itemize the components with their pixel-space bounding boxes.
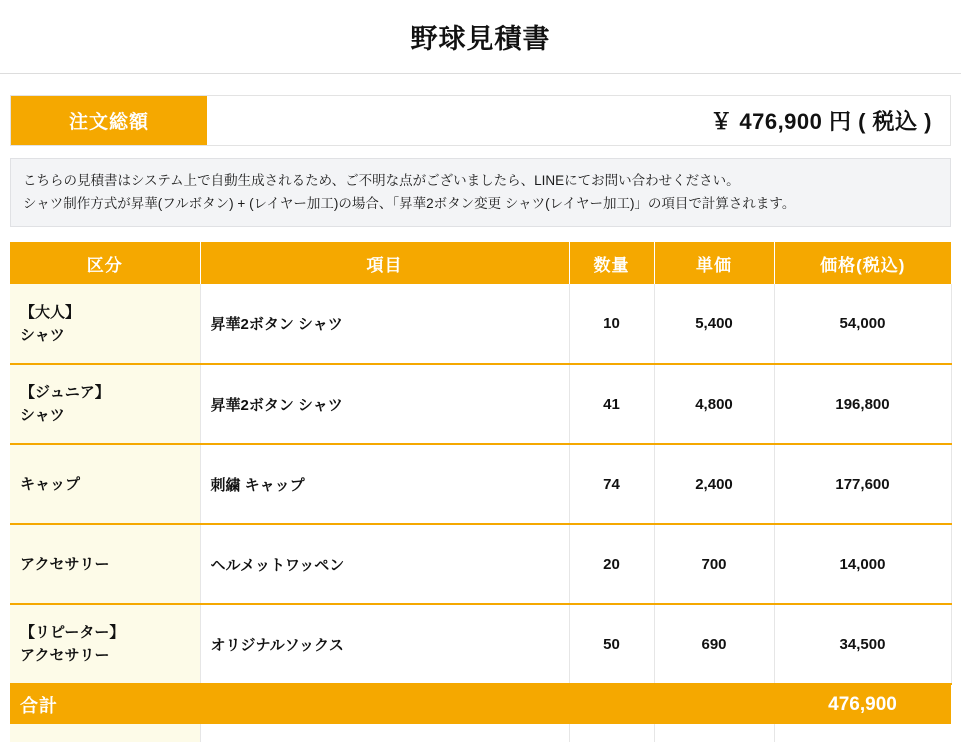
tail-cell-price [774, 724, 951, 742]
page-title: 野球見積書 [410, 24, 551, 54]
notice-line-1: こちらの見積書はシステム上で自動生成されるため、ご不明な点がございましたら、LINEにてお問い合わせください。 [23, 173, 740, 188]
cell-qty: 74 [569, 444, 654, 524]
cell-kubun [10, 604, 200, 684]
cell-price: 14,000 [774, 524, 951, 604]
notice-line-2: シャツ制作方式が昇華(フルボタン) + (レイヤー加工)の場合、「昇華2ボタン変更 シャツ(レイヤー加工)」の項目で計算されます。 [23, 196, 796, 212]
table-row [10, 284, 951, 364]
table-row [10, 364, 951, 444]
cell-kubun [10, 364, 200, 444]
kubun-line-1: 【ジュニア】 [20, 384, 110, 402]
cell-kubun [10, 524, 200, 604]
cell-unit: 4,800 [654, 364, 774, 444]
kubun-line-2: シャツ [20, 326, 65, 344]
column-header-unit: 単価 [654, 242, 774, 284]
cell-item: ヘルメットワッペン [200, 524, 569, 604]
cell-qty: 50 [569, 604, 654, 684]
cell-price: 34,500 [774, 604, 951, 684]
tail-cell-unit [654, 724, 774, 742]
cell-price: 177,600 [774, 444, 951, 524]
cell-qty: 20 [569, 524, 654, 604]
kubun-line-2: シャツ [20, 407, 65, 425]
cell-item: オリジナルソックス [200, 604, 569, 684]
table-row [10, 524, 951, 604]
cell-item: 刺繍 キャップ [200, 444, 569, 524]
cell-qty: 41 [569, 364, 654, 444]
cell-unit: 690 [654, 604, 774, 684]
table-sum-row [10, 684, 951, 724]
column-header-qty: 数量 [569, 242, 654, 284]
table-row [10, 444, 951, 524]
cell-unit: 700 [654, 524, 774, 604]
cell-qty: 10 [569, 284, 654, 364]
column-header-item: 項目 [200, 242, 569, 284]
kubun-line-1: 【大人】 [20, 303, 81, 321]
tail-cell-qty [569, 724, 654, 742]
table-row [10, 604, 951, 684]
table-header-row [10, 242, 951, 284]
order-total-banner [10, 95, 951, 146]
cell-item: 昇華2ボタン シャツ [200, 284, 569, 364]
kubun-line-2: アクセサリー [20, 647, 110, 665]
kubun-line-1: アクセサリー [20, 555, 110, 573]
page-title-bar [0, 0, 961, 74]
quote-table [10, 242, 952, 742]
table-tail-row [10, 724, 951, 742]
order-total-amount: ￥ 476,900 円 ( 税込 ) [710, 109, 932, 134]
sum-value: 476,900 [774, 684, 951, 724]
cell-price: 196,800 [774, 364, 951, 444]
cell-kubun [10, 284, 200, 364]
column-header-kubun: 区分 [10, 242, 200, 284]
kubun-line-1: キャップ [20, 475, 81, 493]
cell-unit: 2,400 [654, 444, 774, 524]
sum-label: 合計 [10, 684, 774, 724]
cell-item: 昇華2ボタン シャツ [200, 364, 569, 444]
order-total-label: 注文総額 [11, 96, 207, 145]
cell-kubun [10, 444, 200, 524]
notice-box [10, 158, 951, 227]
cell-unit: 5,400 [654, 284, 774, 364]
kubun-line-1: 【リピーター】 [20, 624, 125, 642]
tail-cell-kubun [10, 724, 200, 742]
cell-price: 54,000 [774, 284, 951, 364]
column-header-price: 価格(税込) [774, 242, 951, 284]
tail-cell-item [200, 724, 569, 742]
